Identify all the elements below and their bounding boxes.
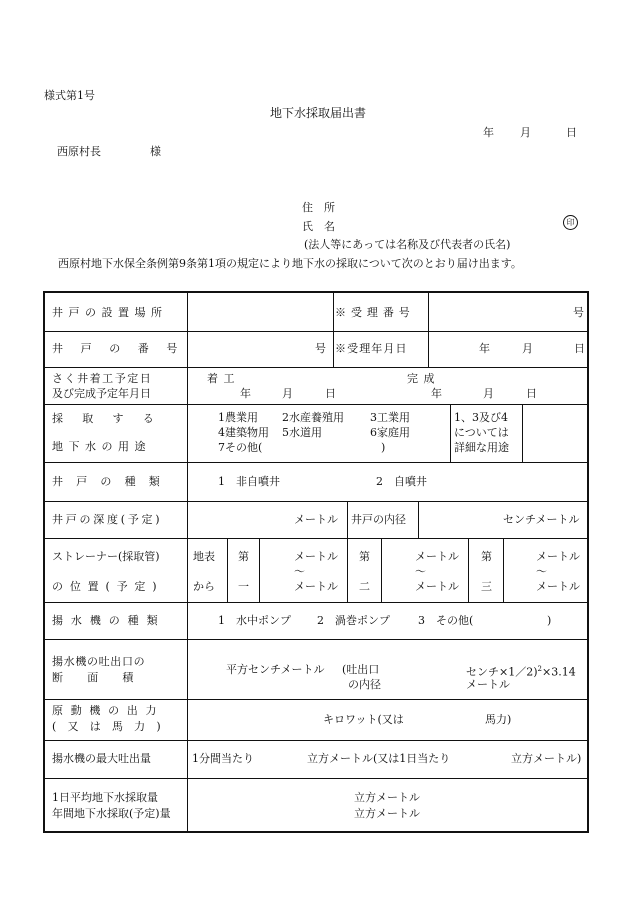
name-label[interactable]: 氏 名: [302, 220, 335, 233]
strainer-label-2: の位置(予定): [52, 580, 164, 593]
daily-average-unit[interactable]: 立方メートル: [354, 791, 420, 804]
strainer-3-from-unit[interactable]: メートル: [536, 550, 580, 563]
complete-month[interactable]: 月: [483, 387, 494, 400]
start-day[interactable]: 日: [325, 387, 336, 400]
receipt-date-month[interactable]: 月: [522, 342, 533, 355]
date-month[interactable]: 月: [520, 126, 531, 139]
receipt-number-suffix[interactable]: 号: [573, 306, 584, 319]
strainer-2-dai: 第: [359, 550, 370, 563]
strainer-3-ordinal: 三: [481, 580, 492, 593]
strainer-1-tilde: ～: [294, 565, 305, 578]
form-number: 様式第1号: [44, 89, 95, 102]
outlet-inner-2: の内径: [348, 678, 381, 691]
well-depth-label: 井戸の深度(予定): [52, 513, 163, 526]
usage-label-1: 採取する: [52, 412, 173, 425]
outlet-area-label-1: 揚水機の吐出口の: [52, 655, 146, 668]
drilling-date-label-2: 及び完成予定年月日: [52, 387, 151, 400]
drilling-date-label-1: さく井着工予定日: [52, 372, 153, 385]
annual-amount-label: 年間地下水採取(予定)量: [52, 807, 171, 820]
strainer-2-to-unit[interactable]: メートル: [415, 580, 459, 593]
pump-submersible[interactable]: 1 水中ポンプ: [218, 614, 291, 627]
pump-other[interactable]: 3 その他(: [418, 614, 474, 627]
from-surface-2: から: [193, 580, 215, 593]
use-aquaculture[interactable]: 2水産養殖用: [282, 411, 344, 424]
use-other[interactable]: 7その他(: [218, 441, 263, 454]
strainer-3-tilde: ～: [536, 565, 547, 578]
usage-note-1: 1、3及び4: [454, 411, 508, 424]
well-location-label: 井戸の設置場所: [52, 306, 168, 319]
usage-note-3: 詳細な用途: [454, 441, 509, 454]
receipt-date-year[interactable]: 年: [479, 342, 490, 355]
receipt-number-label: ※受理番号: [335, 306, 415, 319]
complete-year[interactable]: 年: [431, 387, 442, 400]
pump-type-label: 揚水機の種類: [52, 614, 166, 627]
address-label[interactable]: 住 所: [302, 201, 335, 214]
receipt-date-label: ※受理年月日: [335, 342, 408, 355]
use-agriculture[interactable]: 1農業用: [218, 411, 258, 424]
date-year[interactable]: 年: [483, 126, 494, 139]
well-diameter-label: 井戸の内径: [351, 513, 406, 526]
start-label: 着工: [207, 372, 240, 385]
well-number-suffix[interactable]: 号: [315, 342, 326, 355]
per-day-label[interactable]: 立方メートル(又は1日当たり: [307, 752, 451, 765]
use-household[interactable]: 6家庭用: [370, 426, 410, 439]
outlet-area-label-2: 断面積: [52, 671, 158, 684]
outlet-meter-unit[interactable]: メートル: [466, 678, 510, 691]
usage-note-2: については: [454, 426, 509, 439]
motor-kw-unit[interactable]: キロワット(又は: [323, 713, 404, 726]
addressee: 西原村長: [57, 145, 101, 158]
from-surface-1: 地表: [193, 550, 215, 563]
use-waterworks[interactable]: 5水道用: [282, 426, 322, 439]
annual-amount-unit[interactable]: 立方メートル: [354, 807, 420, 820]
corporation-note: (法人等にあっては名称及び代表者の氏名): [304, 238, 511, 251]
use-industrial[interactable]: 3工業用: [370, 411, 410, 424]
use-other-close: ): [381, 441, 386, 454]
per-day-unit[interactable]: 立方メートル): [511, 752, 582, 765]
complete-label: 完成: [407, 372, 440, 385]
usage-detail-field[interactable]: [524, 406, 588, 460]
well-type-artesian[interactable]: 2 自噴井: [376, 475, 427, 488]
strainer-3-dai: 第: [481, 550, 492, 563]
motor-hp-unit[interactable]: 馬力): [485, 713, 512, 726]
addressee-suffix: 様: [150, 145, 161, 158]
max-discharge-label: 揚水機の最大吐出量: [52, 752, 151, 765]
strainer-label-1: ストレーナー(採取管): [52, 550, 160, 563]
usage-label-2: 地下水の用途: [52, 440, 151, 453]
well-type-non-artesian[interactable]: 1 非自噴井: [218, 475, 280, 488]
motor-output-label-2: (又は馬力): [52, 720, 172, 733]
start-month[interactable]: 月: [282, 387, 293, 400]
strainer-2-from-unit[interactable]: メートル: [415, 550, 459, 563]
strainer-1-from-unit[interactable]: メートル: [294, 550, 338, 563]
well-location-field[interactable]: [191, 294, 331, 330]
well-number-label: 井戸の番号: [52, 342, 195, 355]
motor-output-label-1: 原動機の出力: [52, 704, 165, 717]
strainer-1-ordinal: 一: [238, 580, 249, 593]
application-table: [43, 291, 589, 833]
outlet-formula[interactable]: センチ×1／2)$^2$×3.14: [466, 665, 576, 679]
use-building[interactable]: 4建築物用: [218, 426, 269, 439]
strainer-1-dai: 第: [238, 550, 249, 563]
strainer-2-tilde: ～: [415, 565, 426, 578]
well-diameter-unit[interactable]: センチメートル: [503, 513, 580, 526]
well-depth-unit[interactable]: メートル: [294, 513, 338, 526]
outlet-inner-1: (吐出口: [342, 663, 380, 676]
well-type-label: 井戸の種類: [52, 475, 173, 488]
daily-average-label: 1日平均地下水採取量: [52, 791, 158, 804]
document-title: 地下水採取届出書: [270, 106, 367, 120]
per-minute-label[interactable]: 1分間当たり: [192, 752, 254, 765]
statement: 西原村地下水保全条例第9条第1項の規定により地下水の採取について次のとおり届け出ます。: [58, 257, 522, 270]
pump-centrifugal[interactable]: 2 渦巻ポンプ: [317, 614, 390, 627]
strainer-1-to-unit[interactable]: メートル: [294, 580, 338, 593]
date-day[interactable]: 日: [566, 126, 577, 139]
start-year[interactable]: 年: [240, 387, 251, 400]
strainer-3-to-unit[interactable]: メートル: [536, 580, 580, 593]
pump-other-close: ): [547, 614, 552, 627]
complete-day[interactable]: 日: [526, 387, 537, 400]
outlet-area-unit[interactable]: 平方センチメートル: [226, 663, 325, 676]
strainer-2-ordinal: 二: [359, 580, 370, 593]
seal-mark: 印: [563, 215, 578, 230]
receipt-date-day[interactable]: 日: [574, 342, 585, 355]
